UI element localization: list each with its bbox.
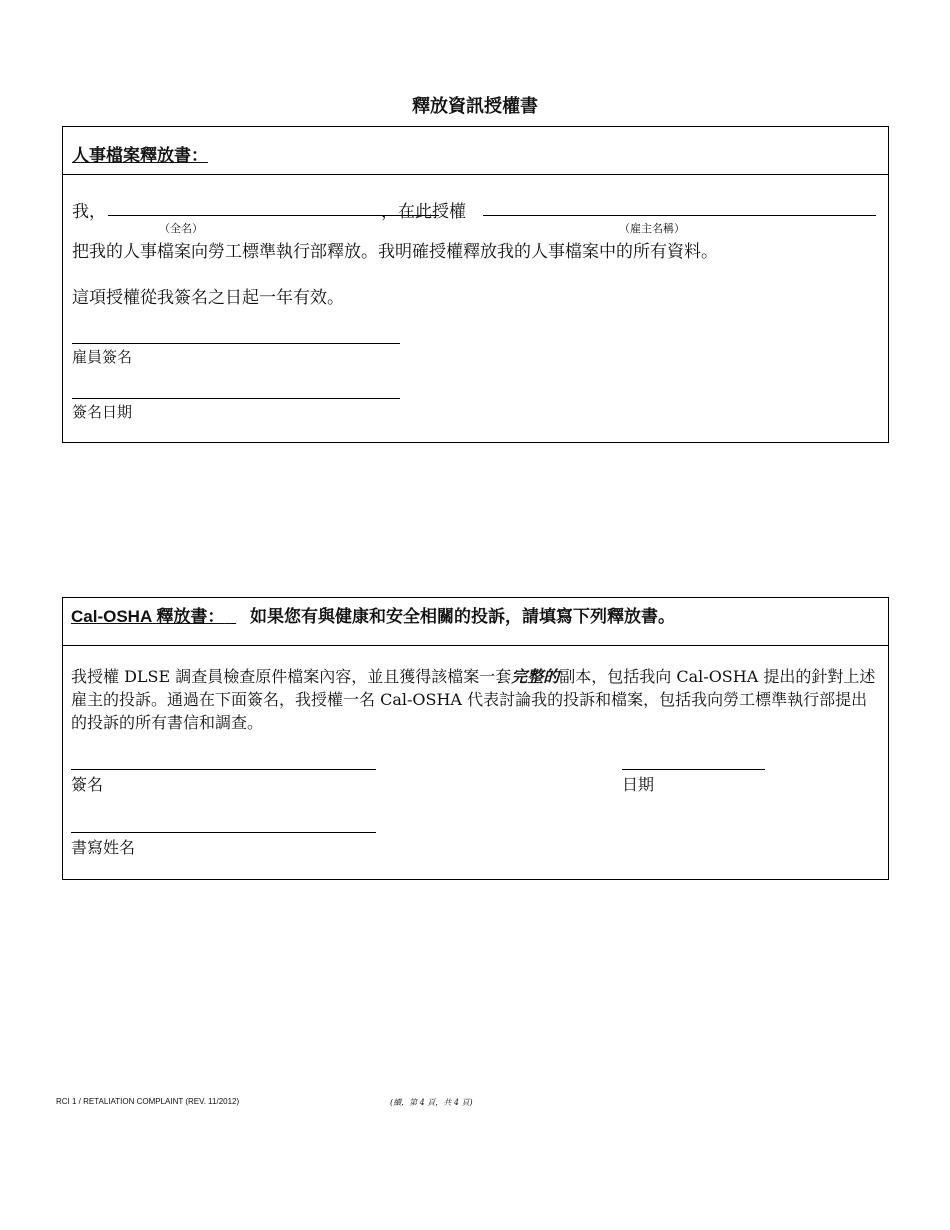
heading-underline-spacer	[224, 607, 236, 627]
employer-name-field[interactable]	[483, 215, 876, 216]
printed-name-label: 書寫姓名	[71, 838, 136, 857]
calosha-heading-text: Cal-OSHA 釋放書：	[71, 607, 225, 626]
employee-signature-label: 雇員簽名	[72, 348, 133, 366]
page-info-footer: (續，第 4 頁，共 4 頁)	[390, 1098, 473, 1107]
calosha-release-section	[62, 597, 889, 880]
validity-sentence: 這項授權從我簽名之日起一年有效。	[72, 288, 344, 308]
i-prefix: 我，	[72, 202, 106, 222]
employer-name-caption: （雇主名稱）	[619, 222, 685, 235]
form-id-footer: RCI 1 / RETALIATION COMPLAINT (REV. 11/2012)	[56, 1097, 240, 1106]
calosha-instruction: 如果您有與健康和安全相關的投訴，請填寫下列釋放書。	[250, 607, 675, 627]
calosha-signature-field[interactable]	[71, 769, 376, 770]
paragraph-emphasis: 完整的	[511, 667, 560, 686]
calosha-signature-label: 簽名	[71, 775, 104, 794]
page-title: 釋放資訊授權書	[412, 96, 538, 117]
printed-name-field[interactable]	[71, 832, 376, 833]
paragraph-part-2: 副本，包括我向 Cal-OSHA 提出的針對上述雇主的投訴。通過在下面簽名，我授權一名 Cal-OSHA 代表討論我的投訴和檔案，包括我向勞工標準執行部提出的投訴的所有書信和調查。	[71, 667, 876, 732]
section-divider	[63, 174, 888, 175]
section-divider	[63, 645, 888, 646]
signature-date-field[interactable]	[72, 398, 400, 399]
authorize-text: ，在此授權	[381, 202, 466, 222]
personnel-release-section	[62, 126, 889, 443]
personnel-release-heading: 人事檔案釋放書：	[72, 146, 208, 166]
employee-signature-field[interactable]	[72, 343, 400, 344]
calosha-date-field[interactable]	[622, 769, 765, 770]
calosha-authorization-paragraph	[71, 665, 883, 734]
paragraph-part-1: 我授權 DLSE 調查員檢查原件檔案內容，並且獲得該檔案一套	[71, 667, 512, 686]
signature-date-label: 簽名日期	[72, 403, 133, 421]
calosha-release-heading	[71, 602, 236, 627]
calosha-date-label: 日期	[622, 775, 655, 794]
full-name-caption: （全名）	[159, 222, 203, 235]
release-sentence: 把我的人事檔案向勞工標準執行部釋放。我明確授權釋放我的人事檔案中的所有資料。	[72, 242, 718, 262]
